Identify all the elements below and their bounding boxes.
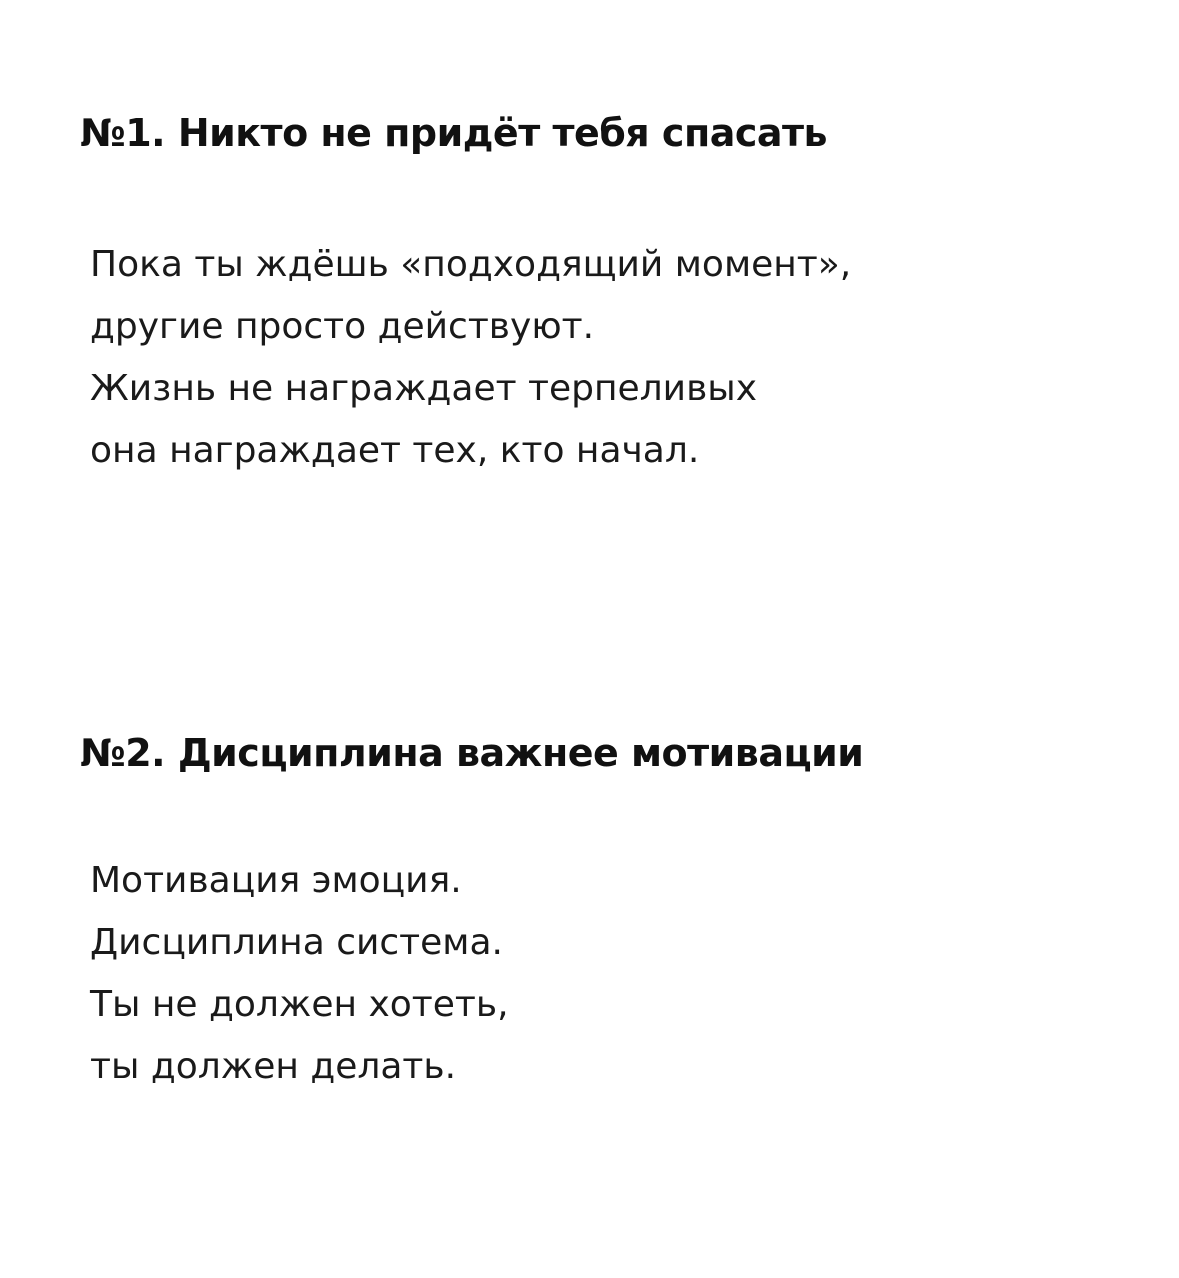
section-1-heading: №1. Никто не придёт тебя спасать	[80, 111, 828, 155]
section-1-line: другие просто действуют.	[90, 306, 595, 347]
section-2-line: ты должен делать.	[90, 1046, 457, 1087]
section-1-body	[0, 234, 1179, 482]
section-1-line: Пока ты ждёшь «подходящий момент»,	[90, 244, 852, 285]
section-2-body	[0, 850, 1179, 1098]
section-1	[0, 104, 1179, 482]
section-2-line: Дисциплина система.	[90, 922, 503, 963]
section-1-line: она награждает тех, кто начал.	[90, 430, 700, 471]
section-2-line: Мотивация эмоция.	[90, 860, 462, 901]
section-1-line: Жизнь не награждает терпеливых	[90, 368, 758, 409]
section-2-heading: №2. Дисциплина важнее мотивации	[80, 731, 864, 775]
section-2-line: Ты не должен хотеть,	[90, 984, 509, 1025]
section-2	[0, 724, 1179, 1098]
